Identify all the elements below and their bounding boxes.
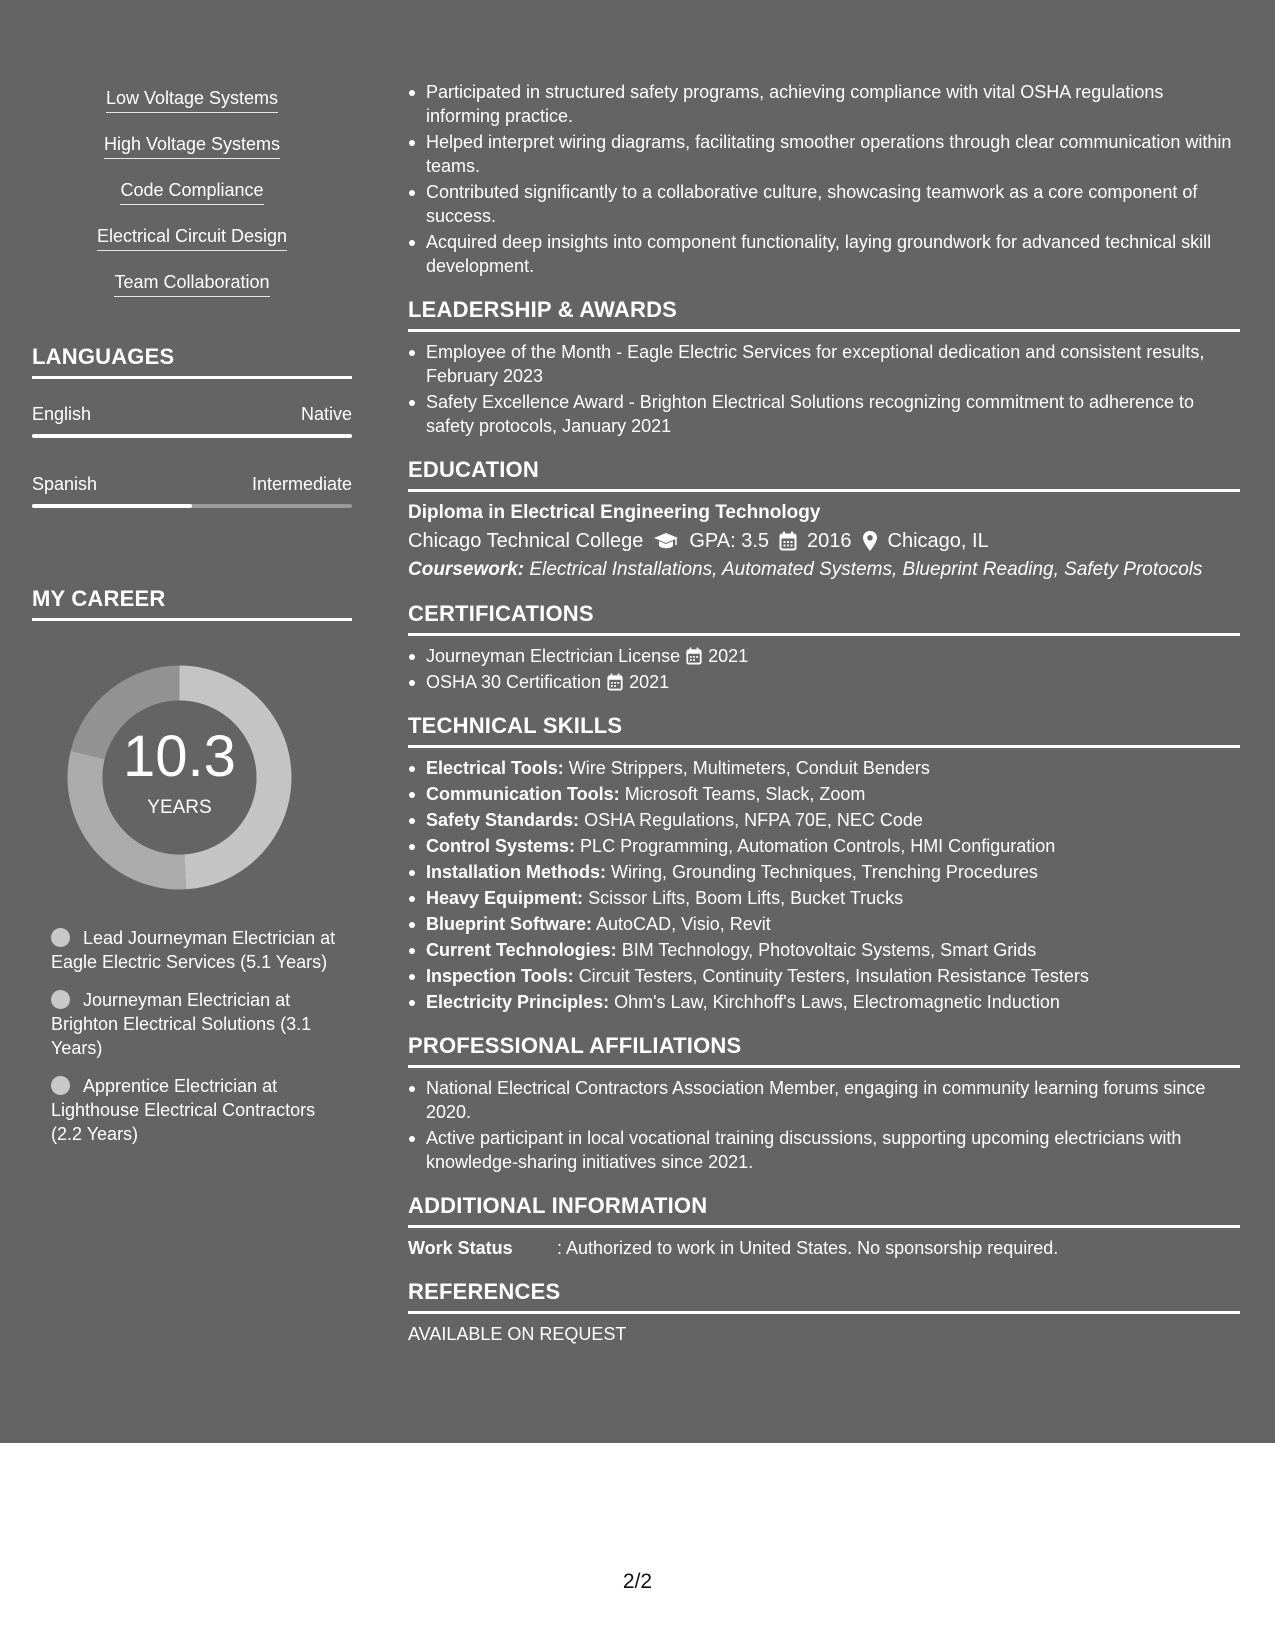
- career-item-text: Lead Journeyman Electrician at Eagle Electric Services (5.1 Years): [51, 928, 336, 972]
- certification-year: 2021: [629, 672, 670, 692]
- skill-values: Scissor Lifts, Boom Lifts, Bucket Trucks: [588, 888, 904, 908]
- certification-name: Journeyman Electrician License: [426, 646, 681, 666]
- skill-values: Microsoft Teams, Slack, Zoom: [624, 784, 866, 804]
- technical-skill-item: [408, 912, 1240, 936]
- career-years-label: YEARS: [147, 797, 212, 818]
- career-item: [51, 1074, 341, 1146]
- education-heading: EDUCATION: [408, 456, 1240, 492]
- language-proficiency-fill: [32, 434, 352, 438]
- work-status-value: : Authorized to work in United States. No sponsorship required.: [557, 1238, 1059, 1258]
- skill-category: Installation Methods:: [426, 862, 606, 882]
- award-item: Safety Excellence Award - Brighton Electrical Solutions recognizing commitment to adherence to safety protocols, January 2021: [408, 390, 1240, 438]
- education-gpa: GPA: 3.5: [689, 530, 770, 552]
- skill-values: BIM Technology, Photovoltaic Systems, Smart Grids: [621, 940, 1037, 960]
- career-dot-icon: [51, 990, 70, 1009]
- affiliations-heading: PROFESSIONAL AFFILIATIONS: [408, 1032, 1240, 1068]
- references-heading: REFERENCES: [408, 1278, 1240, 1314]
- language-level: Native: [300, 404, 352, 424]
- certification-item: [408, 670, 1240, 694]
- experience-bullet: Participated in structured safety programs, achieving compliance with vital OSHA regulations informing practice.: [408, 80, 1240, 128]
- skill-values: PLC Programming, Automation Controls, HMI Configuration: [580, 836, 1056, 856]
- affiliation-item: National Electrical Contractors Association Member, engaging in community learning forums since 2020.: [408, 1076, 1240, 1124]
- career-dot-icon: [51, 1076, 70, 1095]
- skill-category: Electrical Tools:: [426, 758, 564, 778]
- education-school: Chicago Technical College: [408, 530, 644, 552]
- education-year: 2016: [807, 530, 852, 552]
- affiliation-item: Active participant in local vocational training discussions, supporting upcoming electricians with knowledge-sharing initiatives since 2021.: [408, 1126, 1240, 1174]
- technical-skill-item: [408, 860, 1240, 884]
- certifications-heading: CERTIFICATIONS: [408, 600, 1240, 636]
- career-item-text: Journeyman Electrician at Brighton Electrical Solutions (3.1 Years): [51, 990, 312, 1058]
- technical-skill-item: [408, 886, 1240, 910]
- education-location: Chicago, IL: [887, 530, 989, 552]
- skill-values: AutoCAD, Visio, Revit: [596, 914, 771, 934]
- language-proficiency-bar: [32, 504, 352, 508]
- skill-category: Electricity Principles:: [426, 992, 610, 1012]
- experience-bullet: Contributed significantly to a collaborative culture, showcasing teamwork as a core component of success.: [408, 180, 1240, 228]
- language-level: Intermediate: [251, 474, 352, 494]
- languages-heading: LANGUAGES: [32, 344, 352, 379]
- certification-item: [408, 644, 1240, 668]
- skill-category: Heavy Equipment:: [426, 888, 584, 908]
- calendar-icon: [607, 673, 623, 691]
- page-number: 2/2: [622, 1570, 653, 1593]
- location-pin-icon: [862, 530, 878, 552]
- references-value: AVAILABLE ON REQUEST: [408, 1324, 627, 1344]
- experience-bullet: Acquired deep insights into component functionality, laying groundwork for advanced technical skill development.: [408, 230, 1240, 278]
- work-status-row: [408, 1236, 1240, 1260]
- skill-links: [32, 86, 352, 297]
- skill-link[interactable]: Electrical Circuit Design: [97, 224, 287, 251]
- calendar-icon: [686, 647, 702, 665]
- skill-values: OSHA Regulations, NFPA 70E, NEC Code: [584, 810, 923, 830]
- skill-values: Wiring, Grounding Techniques, Trenching Procedures: [611, 862, 1038, 882]
- technical-skill-item: [408, 756, 1240, 780]
- skill-category: Control Systems:: [426, 836, 576, 856]
- skill-values: Wire Strippers, Multimeters, Conduit Benders: [568, 758, 930, 778]
- main-content: [408, 80, 1240, 1346]
- technical-skill-item: [408, 808, 1240, 832]
- skill-category: Communication Tools:: [426, 784, 620, 804]
- career-item-text: Apprentice Electrician at Lighthouse Electrical Contractors (2.2 Years): [51, 1076, 316, 1144]
- work-status-label: Work Status: [408, 1238, 513, 1258]
- certifications-list: [408, 644, 1240, 694]
- career-item: [51, 988, 341, 1060]
- skill-category: Current Technologies:: [426, 940, 617, 960]
- language-row: [32, 404, 352, 425]
- technical-skill-item: [408, 938, 1240, 962]
- award-item: Employee of the Month - Eagle Electric Services for exceptional dedication and consistent results, February 2023: [408, 340, 1240, 388]
- skill-link[interactable]: Code Compliance: [120, 178, 263, 205]
- education-degree: Diploma in Electrical Engineering Technology: [408, 502, 821, 523]
- certification-name: OSHA 30 Certification: [426, 672, 602, 692]
- skill-category: Blueprint Software:: [426, 914, 593, 934]
- graduation-cap-icon: [653, 531, 679, 551]
- language-proficiency-bar: [32, 434, 352, 438]
- career-donut-chart: [67, 665, 292, 890]
- experience-bullet: Helped interpret wiring diagrams, facilitating smoother operations through clear communication within teams.: [408, 130, 1240, 178]
- career-item: [51, 926, 341, 974]
- skill-category: Safety Standards:: [426, 810, 580, 830]
- education-coursework: [408, 558, 1240, 582]
- technical-skills-list: [408, 756, 1240, 1014]
- career-dot-icon: [51, 928, 70, 947]
- leadership-heading: LEADERSHIP & AWARDS: [408, 296, 1240, 332]
- coursework-text: Electrical Installations, Automated Systems, Blueprint Reading, Safety Protocols: [529, 559, 1203, 580]
- technical-skill-item: [408, 834, 1240, 858]
- affiliations-list: [408, 1076, 1240, 1174]
- language-row: [32, 474, 352, 495]
- career-total-years: 10.3: [123, 724, 236, 789]
- skill-link[interactable]: High Voltage Systems: [104, 132, 280, 159]
- skill-link[interactable]: Team Collaboration: [114, 270, 269, 297]
- skill-values: Circuit Testers, Continuity Testers, Insulation Resistance Testers: [578, 966, 1089, 986]
- skill-link[interactable]: Low Voltage Systems: [106, 86, 278, 113]
- technical-skill-item: [408, 964, 1240, 988]
- technical-skill-item: [408, 782, 1240, 806]
- technical-skill-item: [408, 990, 1240, 1014]
- calendar-icon: [779, 531, 797, 551]
- language-proficiency-fill: [32, 504, 192, 508]
- career-heading: MY CAREER: [32, 586, 352, 621]
- coursework-label: Coursework:: [408, 559, 525, 580]
- leadership-list: [408, 340, 1240, 438]
- language-name: English: [32, 404, 92, 424]
- skill-values: Ohm's Law, Kirchhoff's Laws, Electromagnetic Induction: [614, 992, 1060, 1012]
- career-list: [51, 926, 341, 1160]
- education-details: [408, 526, 1240, 556]
- experience-bullets: [408, 80, 1240, 278]
- language-name: Spanish: [32, 474, 98, 494]
- skill-category: Inspection Tools:: [426, 966, 574, 986]
- technical-skills-heading: TECHNICAL SKILLS: [408, 712, 1240, 748]
- additional-info-heading: ADDITIONAL INFORMATION: [408, 1192, 1240, 1228]
- certification-year: 2021: [708, 646, 749, 666]
